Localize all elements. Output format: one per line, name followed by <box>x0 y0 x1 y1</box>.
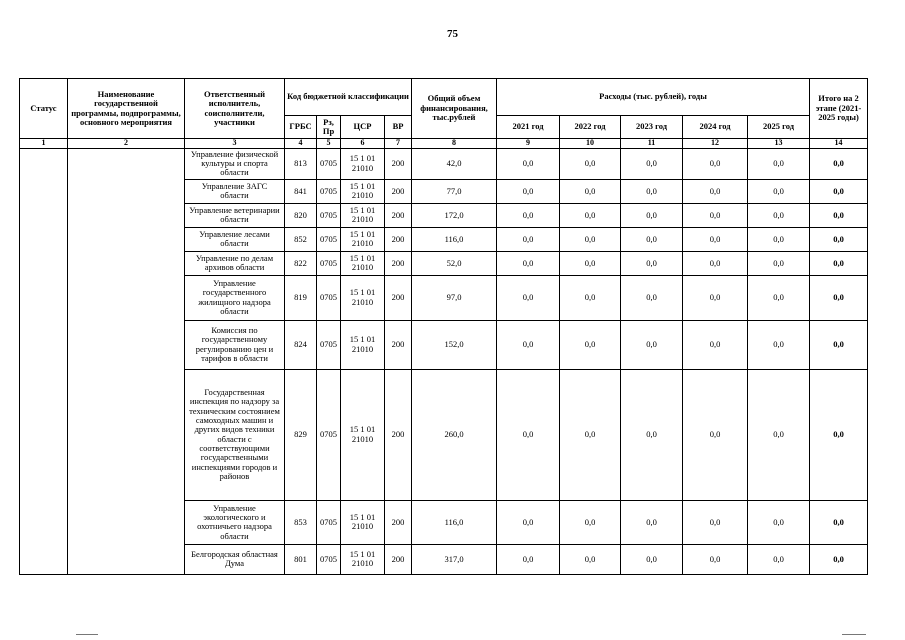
year-2021-cell: 0,0 <box>497 500 560 544</box>
total-volume-cell: 172,0 <box>412 203 497 227</box>
header-total-volume: Общий объем финансирования, тыс.рублей <box>412 79 497 139</box>
vr-cell: 200 <box>385 275 412 320</box>
header-expenses: Расходы (тыс. рублей), годы <box>497 79 810 116</box>
header-row <box>20 79 868 116</box>
vr-cell: 200 <box>385 320 412 369</box>
header-year-2023: 2023 год <box>621 116 683 139</box>
year-2022-cell: 0,0 <box>560 544 621 574</box>
page-edge-mark <box>842 634 866 635</box>
year-2024-cell: 0,0 <box>683 203 748 227</box>
column-number: 5 <box>317 139 341 149</box>
total-volume-cell: 42,0 <box>412 148 497 179</box>
column-number: 2 <box>68 139 185 149</box>
vr-cell: 200 <box>385 544 412 574</box>
executor-cell: Управление лесами области <box>185 227 285 251</box>
stage-total-cell: 0,0 <box>810 148 868 179</box>
year-2023-cell: 0,0 <box>621 275 683 320</box>
table-row <box>20 148 868 179</box>
grbs-cell: 813 <box>285 148 317 179</box>
total-volume-cell: 317,0 <box>412 544 497 574</box>
table-body <box>20 148 868 574</box>
csr-cell: 15 1 01 21010 <box>341 227 385 251</box>
grbs-cell: 819 <box>285 275 317 320</box>
column-number: 4 <box>285 139 317 149</box>
year-2022-cell: 0,0 <box>560 203 621 227</box>
stage-total-cell: 0,0 <box>810 500 868 544</box>
year-2023-cell: 0,0 <box>621 148 683 179</box>
year-2024-cell: 0,0 <box>683 320 748 369</box>
year-2021-cell: 0,0 <box>497 179 560 203</box>
executor-cell: Комиссия по государственному регулированию цен и тарифов в области <box>185 320 285 369</box>
grbs-cell: 853 <box>285 500 317 544</box>
column-number: 7 <box>385 139 412 149</box>
stage-total-cell: 0,0 <box>810 251 868 275</box>
year-2021-cell: 0,0 <box>497 275 560 320</box>
csr-cell: 15 1 01 21010 <box>341 369 385 500</box>
csr-cell: 15 1 01 21010 <box>341 148 385 179</box>
header-year-2021: 2021 год <box>497 116 560 139</box>
year-2024-cell: 0,0 <box>683 275 748 320</box>
total-volume-cell: 116,0 <box>412 227 497 251</box>
header-stage-total: Итого на 2 этапе (2021-2025 годы) <box>810 79 868 139</box>
stage-total-cell: 0,0 <box>810 227 868 251</box>
grbs-cell: 824 <box>285 320 317 369</box>
year-2021-cell: 0,0 <box>497 251 560 275</box>
csr-cell: 15 1 01 21010 <box>341 275 385 320</box>
header-status: Статус <box>20 79 68 139</box>
column-number: 1 <box>20 139 68 149</box>
header-program-name: Наименование государственной программы, подпрограммы, основного мероприятия <box>68 79 185 139</box>
year-2022-cell: 0,0 <box>560 148 621 179</box>
year-2025-cell: 0,0 <box>748 179 810 203</box>
year-2025-cell: 0,0 <box>748 203 810 227</box>
total-volume-cell: 116,0 <box>412 500 497 544</box>
vr-cell: 200 <box>385 227 412 251</box>
grbs-cell: 852 <box>285 227 317 251</box>
vr-cell: 200 <box>385 203 412 227</box>
vr-cell: 200 <box>385 148 412 179</box>
year-2022-cell: 0,0 <box>560 369 621 500</box>
year-2023-cell: 0,0 <box>621 369 683 500</box>
total-volume-cell: 97,0 <box>412 275 497 320</box>
page-number: 75 <box>447 28 458 40</box>
year-2025-cell: 0,0 <box>748 544 810 574</box>
year-2024-cell: 0,0 <box>683 251 748 275</box>
year-2025-cell: 0,0 <box>748 275 810 320</box>
grbs-cell: 820 <box>285 203 317 227</box>
column-number: 13 <box>748 139 810 149</box>
status-cell <box>20 148 68 574</box>
stage-total-cell: 0,0 <box>810 275 868 320</box>
executor-cell: Управление ветеринарии области <box>185 203 285 227</box>
rzpr-cell: 0705 <box>317 320 341 369</box>
column-number: 6 <box>341 139 385 149</box>
year-2024-cell: 0,0 <box>683 179 748 203</box>
csr-cell: 15 1 01 21010 <box>341 203 385 227</box>
year-2025-cell: 0,0 <box>748 500 810 544</box>
page-edge-mark <box>76 634 98 635</box>
year-2021-cell: 0,0 <box>497 227 560 251</box>
executor-cell: Управление экологического и охотничьего надзора области <box>185 500 285 544</box>
rzpr-cell: 0705 <box>317 275 341 320</box>
budget-table <box>19 78 868 575</box>
column-number: 9 <box>497 139 560 149</box>
year-2024-cell: 0,0 <box>683 500 748 544</box>
column-number: 8 <box>412 139 497 149</box>
year-2024-cell: 0,0 <box>683 148 748 179</box>
year-2022-cell: 0,0 <box>560 320 621 369</box>
year-2024-cell: 0,0 <box>683 369 748 500</box>
column-number: 11 <box>621 139 683 149</box>
csr-cell: 15 1 01 21010 <box>341 320 385 369</box>
header-csr: ЦСР <box>341 116 385 139</box>
column-number: 3 <box>185 139 285 149</box>
vr-cell: 200 <box>385 251 412 275</box>
year-2023-cell: 0,0 <box>621 500 683 544</box>
rzpr-cell: 0705 <box>317 369 341 500</box>
rzpr-cell: 0705 <box>317 251 341 275</box>
year-2021-cell: 0,0 <box>497 369 560 500</box>
vr-cell: 200 <box>385 500 412 544</box>
csr-cell: 15 1 01 21010 <box>341 179 385 203</box>
grbs-cell: 841 <box>285 179 317 203</box>
year-2022-cell: 0,0 <box>560 227 621 251</box>
year-2025-cell: 0,0 <box>748 251 810 275</box>
csr-cell: 15 1 01 21010 <box>341 544 385 574</box>
csr-cell: 15 1 01 21010 <box>341 251 385 275</box>
year-2023-cell: 0,0 <box>621 251 683 275</box>
stage-total-cell: 0,0 <box>810 369 868 500</box>
header-executor: Ответственный исполнитель, соисполнители, участники <box>185 79 285 139</box>
stage-total-cell: 0,0 <box>810 179 868 203</box>
rzpr-cell: 0705 <box>317 500 341 544</box>
grbs-cell: 829 <box>285 369 317 500</box>
total-volume-cell: 152,0 <box>412 320 497 369</box>
header-year-2025: 2025 год <box>748 116 810 139</box>
year-2022-cell: 0,0 <box>560 500 621 544</box>
csr-cell: 15 1 01 21010 <box>341 500 385 544</box>
year-2023-cell: 0,0 <box>621 320 683 369</box>
stage-total-cell: 0,0 <box>810 544 868 574</box>
year-2023-cell: 0,0 <box>621 544 683 574</box>
header-budget-code: Код бюджетной классификации <box>285 79 412 116</box>
year-2023-cell: 0,0 <box>621 227 683 251</box>
year-2022-cell: 0,0 <box>560 275 621 320</box>
year-2024-cell: 0,0 <box>683 544 748 574</box>
year-2021-cell: 0,0 <box>497 148 560 179</box>
rzpr-cell: 0705 <box>317 179 341 203</box>
year-2024-cell: 0,0 <box>683 227 748 251</box>
total-volume-cell: 260,0 <box>412 369 497 500</box>
header-year-2024: 2024 год <box>683 116 748 139</box>
year-2025-cell: 0,0 <box>748 148 810 179</box>
executor-cell: Управление ЗАГС области <box>185 179 285 203</box>
rzpr-cell: 0705 <box>317 544 341 574</box>
vr-cell: 200 <box>385 369 412 500</box>
year-2025-cell: 0,0 <box>748 369 810 500</box>
header-vr: ВР <box>385 116 412 139</box>
grbs-cell: 801 <box>285 544 317 574</box>
vr-cell: 200 <box>385 179 412 203</box>
total-volume-cell: 77,0 <box>412 179 497 203</box>
column-number: 10 <box>560 139 621 149</box>
year-2022-cell: 0,0 <box>560 251 621 275</box>
grbs-cell: 822 <box>285 251 317 275</box>
stage-total-cell: 0,0 <box>810 320 868 369</box>
header-grbs: ГРБС <box>285 116 317 139</box>
header-year-2022: 2022 год <box>560 116 621 139</box>
header-rzpr: Рз, Пр <box>317 116 341 139</box>
column-number: 12 <box>683 139 748 149</box>
year-2021-cell: 0,0 <box>497 544 560 574</box>
year-2021-cell: 0,0 <box>497 320 560 369</box>
total-volume-cell: 52,0 <box>412 251 497 275</box>
rzpr-cell: 0705 <box>317 227 341 251</box>
column-number-row <box>20 139 868 149</box>
year-2022-cell: 0,0 <box>560 179 621 203</box>
executor-cell: Управление физической культуры и спорта области <box>185 148 285 179</box>
stage-total-cell: 0,0 <box>810 203 868 227</box>
executor-cell: Управление по делам архивов области <box>185 251 285 275</box>
executor-cell: Белгородская областная Дума <box>185 544 285 574</box>
year-2025-cell: 0,0 <box>748 227 810 251</box>
year-2023-cell: 0,0 <box>621 179 683 203</box>
year-2023-cell: 0,0 <box>621 203 683 227</box>
program-name-cell <box>68 148 185 574</box>
rzpr-cell: 0705 <box>317 148 341 179</box>
executor-cell: Управление государственного жилищного надзора области <box>185 275 285 320</box>
year-2025-cell: 0,0 <box>748 320 810 369</box>
executor-cell: Государственная инспекция по надзору за техническим состоянием самоходных машин и других видов техники области с соответствующими государственными инспекциями городов и районов <box>185 369 285 500</box>
year-2021-cell: 0,0 <box>497 203 560 227</box>
column-number: 14 <box>810 139 868 149</box>
rzpr-cell: 0705 <box>317 203 341 227</box>
